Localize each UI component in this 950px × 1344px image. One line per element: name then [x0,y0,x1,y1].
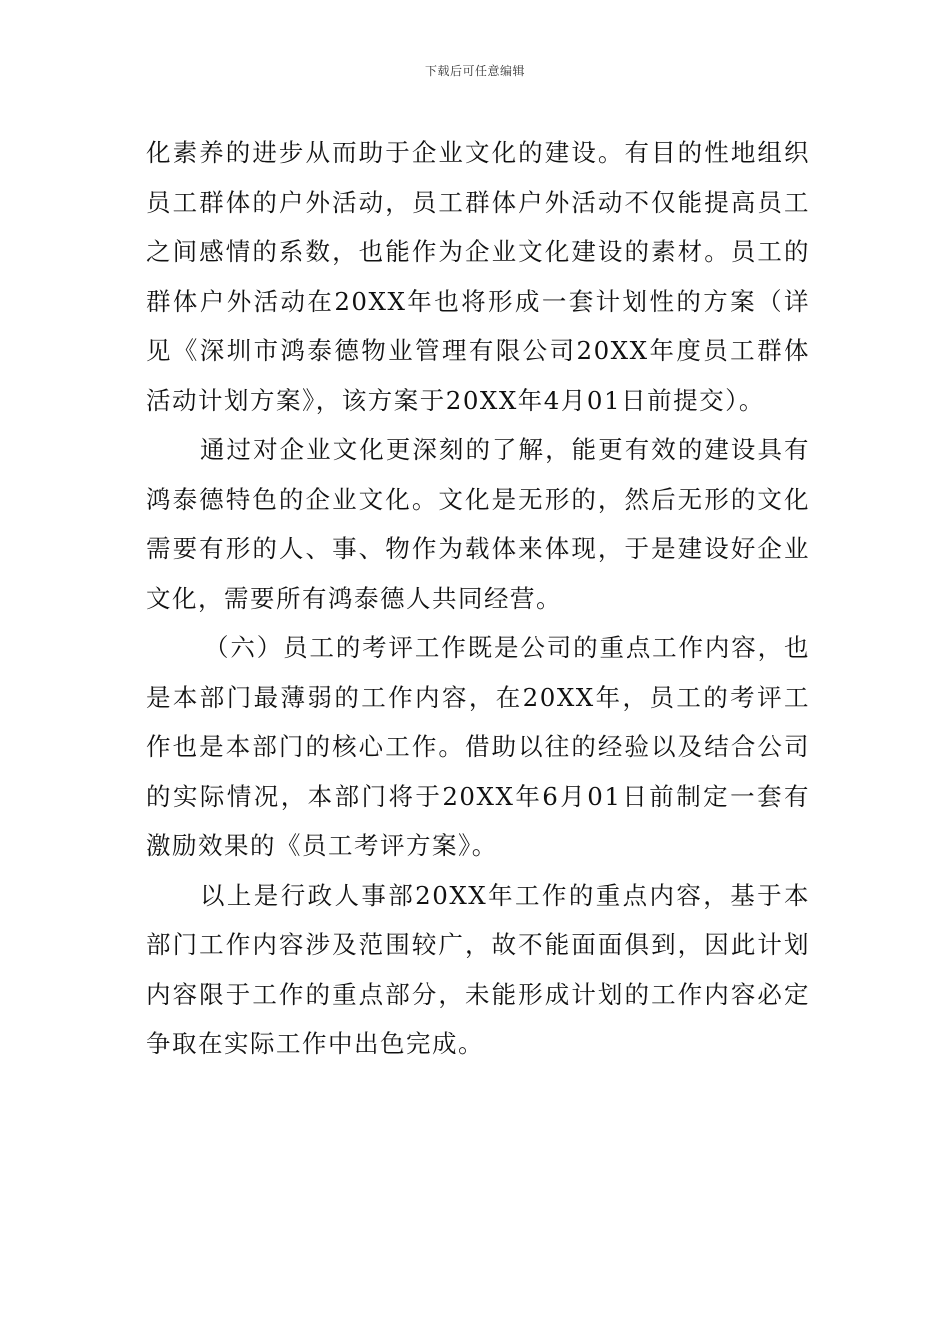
document-body [146,128,810,1069]
paragraph-corporate-culture: 通过对企业文化更深刻的了解，能更有效的建设具有鸿泰德特色的企业文化。文化是无形的，然后无形的文化需要有形的人、事、物作为载体来体现，于是建设好企业文化，需要所有鸿泰德人共同经营。 [146,435,810,613]
paragraph-conclusion: 以上是行政人事部20XX年工作的重点内容，基于本部门工作内容涉及范围较广，故不能面面俱到，因此计划内容限于工作的重点部分，未能形成计划的工作内容必定争取在实际工作中出色完成。 [146,880,810,1058]
paragraph-staff-evaluation: （六）员工的考评工作既是公司的重点工作内容，也是本部门最薄弱的工作内容，在20XX年，员工的考评工作也是本部门的核心工作。借助以往的经验以及结合公司的实际情况，本部门将于20XX年6月01日前制定一套有激励效果的《员工考评方案》。 [146,633,810,860]
page-header: 下载后可任意编辑 [424,64,525,78]
paragraph-continued: 化素养的进步从而助于企业文化的建设。有目的性地组织员工群体的户外活动，员工群体户外活动不仅能提高员工之间感情的系数，也能作为企业文化建设的素材。员工的群体户外活动在20XX年也将形成一套计划性的方案（详见《深圳市鸿泰德物业管理有限公司20XX年度员工群体活动计划方案》，该方案于20XX年4月01日前提交）。 [146,138,810,415]
